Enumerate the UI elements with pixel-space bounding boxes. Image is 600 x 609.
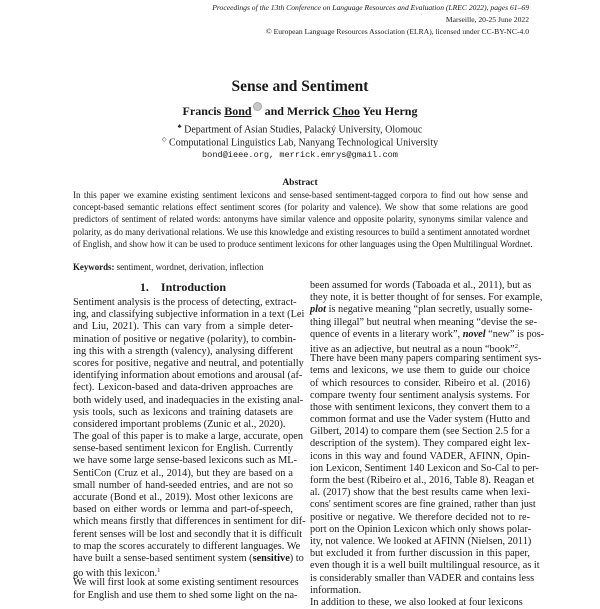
text-segment: is considerably smaller than VADER and contains less (310, 572, 535, 584)
text-segment: ferent senses will be lost and secondly that it is difficult (73, 528, 303, 540)
text-line (73, 552, 304, 565)
text-segment: quence of events in a literary work”, (310, 328, 463, 340)
diamond-icon: ◇ (161, 137, 167, 143)
text-line (73, 455, 297, 467)
text-line (310, 316, 538, 329)
text-segment: port on the Opinion Lexicon which only shows polar- (310, 523, 532, 535)
text-line (73, 419, 293, 431)
license-notice: © European Language Resources Association (ELRA), licensed under CC-BY-NC-4.0 (265, 27, 529, 36)
text-line (73, 357, 304, 370)
emphasized-term: plot (310, 304, 327, 316)
text-line (310, 414, 530, 426)
text-segment: form the best (Ribeiro et al., 2016, Table 8). Reagan et (310, 475, 535, 486)
text-line (310, 462, 539, 475)
text-segment: compare twenty four sentiment analysis systems. For (310, 389, 530, 401)
text-segment: description of the system). They compared eight lex- (310, 438, 530, 450)
text-segment: In addition to these, we also looked at four lexicons (310, 596, 523, 608)
text-line (310, 475, 535, 487)
text-line (310, 402, 530, 414)
paper-title: Sense and Sentiment (231, 78, 369, 95)
text-segment: small number of hand-seeded entries, and are not so (73, 479, 293, 491)
abstract-line: of English, and show how it can be used to produce sentiment lexicons for other languages using the Open Multilingual Wordnet. (73, 238, 533, 249)
abstract-line: predictors of sentiment of related words: antonyms have similar valence and opposite polarity, synonyms similar valence and (73, 214, 528, 225)
affiliation-text: Department of Asian Studies, Palacký University, Olomouc (181, 124, 423, 136)
orcid-icon[interactable] (253, 102, 262, 111)
text-segment: based on either words or lemma and part-of-speech, (73, 504, 293, 516)
text-line (310, 548, 530, 560)
text-segment: icons in this way and found VADER, AFINN, Opin- (310, 450, 530, 462)
text-segment: those with sentiment lexicons, they convert them to a (310, 401, 530, 413)
text-segment: but excluded it from further discussion in this paper, (310, 548, 530, 560)
text-segment: for English and use them to shed some light on the na- (73, 589, 298, 601)
text-line (73, 431, 303, 443)
text-segment: ity, not valence. We looked at AFINN (Nielsen, 2011) (310, 535, 532, 547)
text-line (310, 487, 530, 499)
text-segment: ing this with a strength (valency), analysing different (73, 345, 293, 357)
text-line (73, 492, 293, 504)
text-line (73, 346, 293, 358)
text-line (73, 370, 303, 382)
emphasized-term: sensitive (252, 552, 290, 564)
affiliation-2 (0, 136, 600, 148)
text-segment: information. (310, 584, 362, 596)
text-segment: accurate (Bond et al., 2019). Most other lexicons are (73, 492, 293, 503)
text-segment: ing, and classifying subjective information in a text (Lei (73, 309, 305, 321)
text-segment: Sentiment analysis is the process of detecting, extract- (73, 297, 297, 308)
text-line (73, 321, 293, 333)
text-segment: they note, it is better thought of for senses. For example, (310, 292, 543, 304)
text-segment: SentiCon (Cruz et al., 2014), but they are based on a (73, 467, 293, 479)
keywords-text: sentiment, wordnet, derivation, inflection (114, 262, 264, 272)
text-line (310, 572, 535, 585)
text-segment: common format and use the Vader system (Hutto and (310, 414, 530, 426)
text-segment: which means firstly that differences in sentiment for dif- (73, 516, 306, 528)
text-line (310, 451, 530, 463)
text-line (310, 536, 530, 548)
footnote-marker[interactable]: 2 (514, 342, 518, 350)
text-segment: we have some large sense-based lexicons such as ML- (73, 455, 297, 467)
text-line (310, 426, 530, 438)
text-segment: even though it is a well built multilingual resource, as it (310, 560, 540, 572)
abstract-line: In this paper we examine existing sentiment lexicons and sense-based sentiment-tagged corpora to find out how sense and (73, 190, 528, 200)
affiliation-text: Computational Linguistics Lab, Nanyang Technological University (166, 137, 439, 149)
conference-location: Marseille, 20-25 June 2022 (445, 15, 529, 24)
text-line (73, 382, 293, 394)
text-segment: ion Lexicon, Sentiment 140 Lexicon and So-Cal to per- (310, 462, 539, 474)
text-line (73, 468, 293, 480)
abstract-line: concept-based semantic relations effect sentiment scores (for polarity and valence). We show that some relations are good (73, 202, 528, 213)
text-segment: There have been many papers comparing sentiment sys- (310, 353, 542, 365)
text-segment: cons' sentiment scores are fine grained, rather than just (310, 499, 536, 511)
text-segment: have built a sense-based sentiment system ( (73, 552, 253, 564)
text-line (73, 394, 304, 407)
text-line (310, 304, 533, 316)
text-segment: been assumed for words (Taboada et al., 2011), but as (310, 280, 532, 291)
text-line (310, 280, 530, 292)
club-icon: ♣ (177, 124, 182, 130)
text-segment: and Liu, 2021). This can vary from a simple deter- (73, 321, 293, 333)
text-segment: considered important problems (Zunic et al., 2020). (73, 418, 286, 430)
text-segment: ysis tools, such as lexicons and training datasets are (73, 406, 293, 418)
affiliation-1 (0, 124, 600, 135)
text-segment: both widely used, and inadequacies in the existing anal- (73, 394, 304, 406)
author-name-rest: Yeu Herng (359, 104, 418, 118)
text-segment: thing illegal” but neutral when meaning “devise the se- (310, 316, 538, 328)
text-segment: itive as an adjective, but neutral as a noun “book” (310, 343, 515, 355)
text-line (310, 438, 530, 450)
text-segment: ) to (289, 552, 304, 564)
text-line (310, 328, 545, 341)
left-column-text (73, 297, 306, 602)
text-segment: Gilbert, 2014) to compare them (see Section 2.5 for a (310, 426, 530, 438)
text-line (310, 341, 530, 353)
text-line (73, 528, 303, 541)
section-heading-introduction: 1. Introduction (139, 280, 227, 294)
text-segment: mination of positive or negative (polarity), to combin- (73, 333, 297, 345)
proceedings-header: Proceedings of the 13th Conference on Language Resources and Evaluation (LREC 2022), pages 61–69 (212, 3, 529, 12)
text-line (310, 390, 530, 402)
text-line (310, 512, 530, 524)
text-line (73, 516, 306, 528)
text-line (310, 365, 530, 377)
text-segment: “new” is pos- (485, 328, 545, 340)
author-line (0, 102, 600, 119)
text-segment: al. (2017) show that the best results came when lexi- (310, 487, 530, 499)
text-segment: scores for positive, negative and neutral, and potentially (73, 357, 304, 369)
text-segment: tems and lexicons, we use them to guide our choice (310, 365, 530, 377)
text-line (73, 480, 293, 492)
abstract-line: polarity, as do many derivational relations. We use this knowledge and existing resources to build a sentiment annotated wordnet (73, 226, 530, 237)
text-line (73, 333, 297, 346)
text-segment: sense-based sentiment lexicon for English. Currently (73, 443, 293, 455)
keywords-line (73, 262, 264, 272)
text-line (73, 504, 293, 516)
abstract-body (73, 189, 533, 250)
text-line (310, 353, 542, 365)
author-link-choo[interactable]: Choo (332, 104, 360, 118)
text-line (73, 443, 293, 455)
text-line (310, 524, 530, 536)
author-conjunction: and Merrick (261, 104, 333, 118)
text-segment: positive or negative. We therefore decided not to re- (310, 511, 530, 523)
text-segment: to map the scores accurately to different languages. We (73, 540, 301, 552)
footnote-marker[interactable]: 1 (157, 567, 161, 575)
emphasized-term: novel (462, 328, 486, 340)
text-line (310, 292, 543, 304)
text-line (310, 499, 536, 511)
text-segment: identifying information about emotions and arousal (af- (73, 370, 303, 382)
text-line (310, 378, 530, 390)
text-segment: of which resources to consider. Ribeiro et al. (2016) (310, 377, 530, 389)
abstract-heading: Abstract (282, 178, 318, 188)
text-segment: fect). Lexicon-based and data-driven approaches are (73, 382, 293, 394)
author-emails: bond@ieee.org, merrick.emrys@gmail.com (202, 150, 398, 160)
author-link-bond[interactable]: Bond (224, 104, 252, 118)
text-line (310, 560, 540, 572)
text-segment: We will first look at some existing sentiment resources (73, 577, 299, 589)
text-segment: . (517, 343, 521, 355)
text-segment: is negative meaning “plan secretly, usually some- (326, 304, 533, 316)
right-column-text (310, 280, 545, 609)
author-first-name: Francis (182, 104, 225, 118)
text-line (73, 297, 297, 309)
text-line (73, 540, 301, 553)
text-line (73, 565, 293, 580)
text-line (73, 309, 305, 321)
text-segment: go with this lexicon. (73, 568, 158, 580)
keywords-label: Keywords: (73, 262, 115, 272)
text-line (310, 597, 530, 609)
text-line (73, 577, 299, 589)
text-segment: The goal of this paper is to make a large, accurate, open (73, 431, 303, 443)
text-line (73, 407, 293, 419)
text-line (310, 585, 530, 597)
